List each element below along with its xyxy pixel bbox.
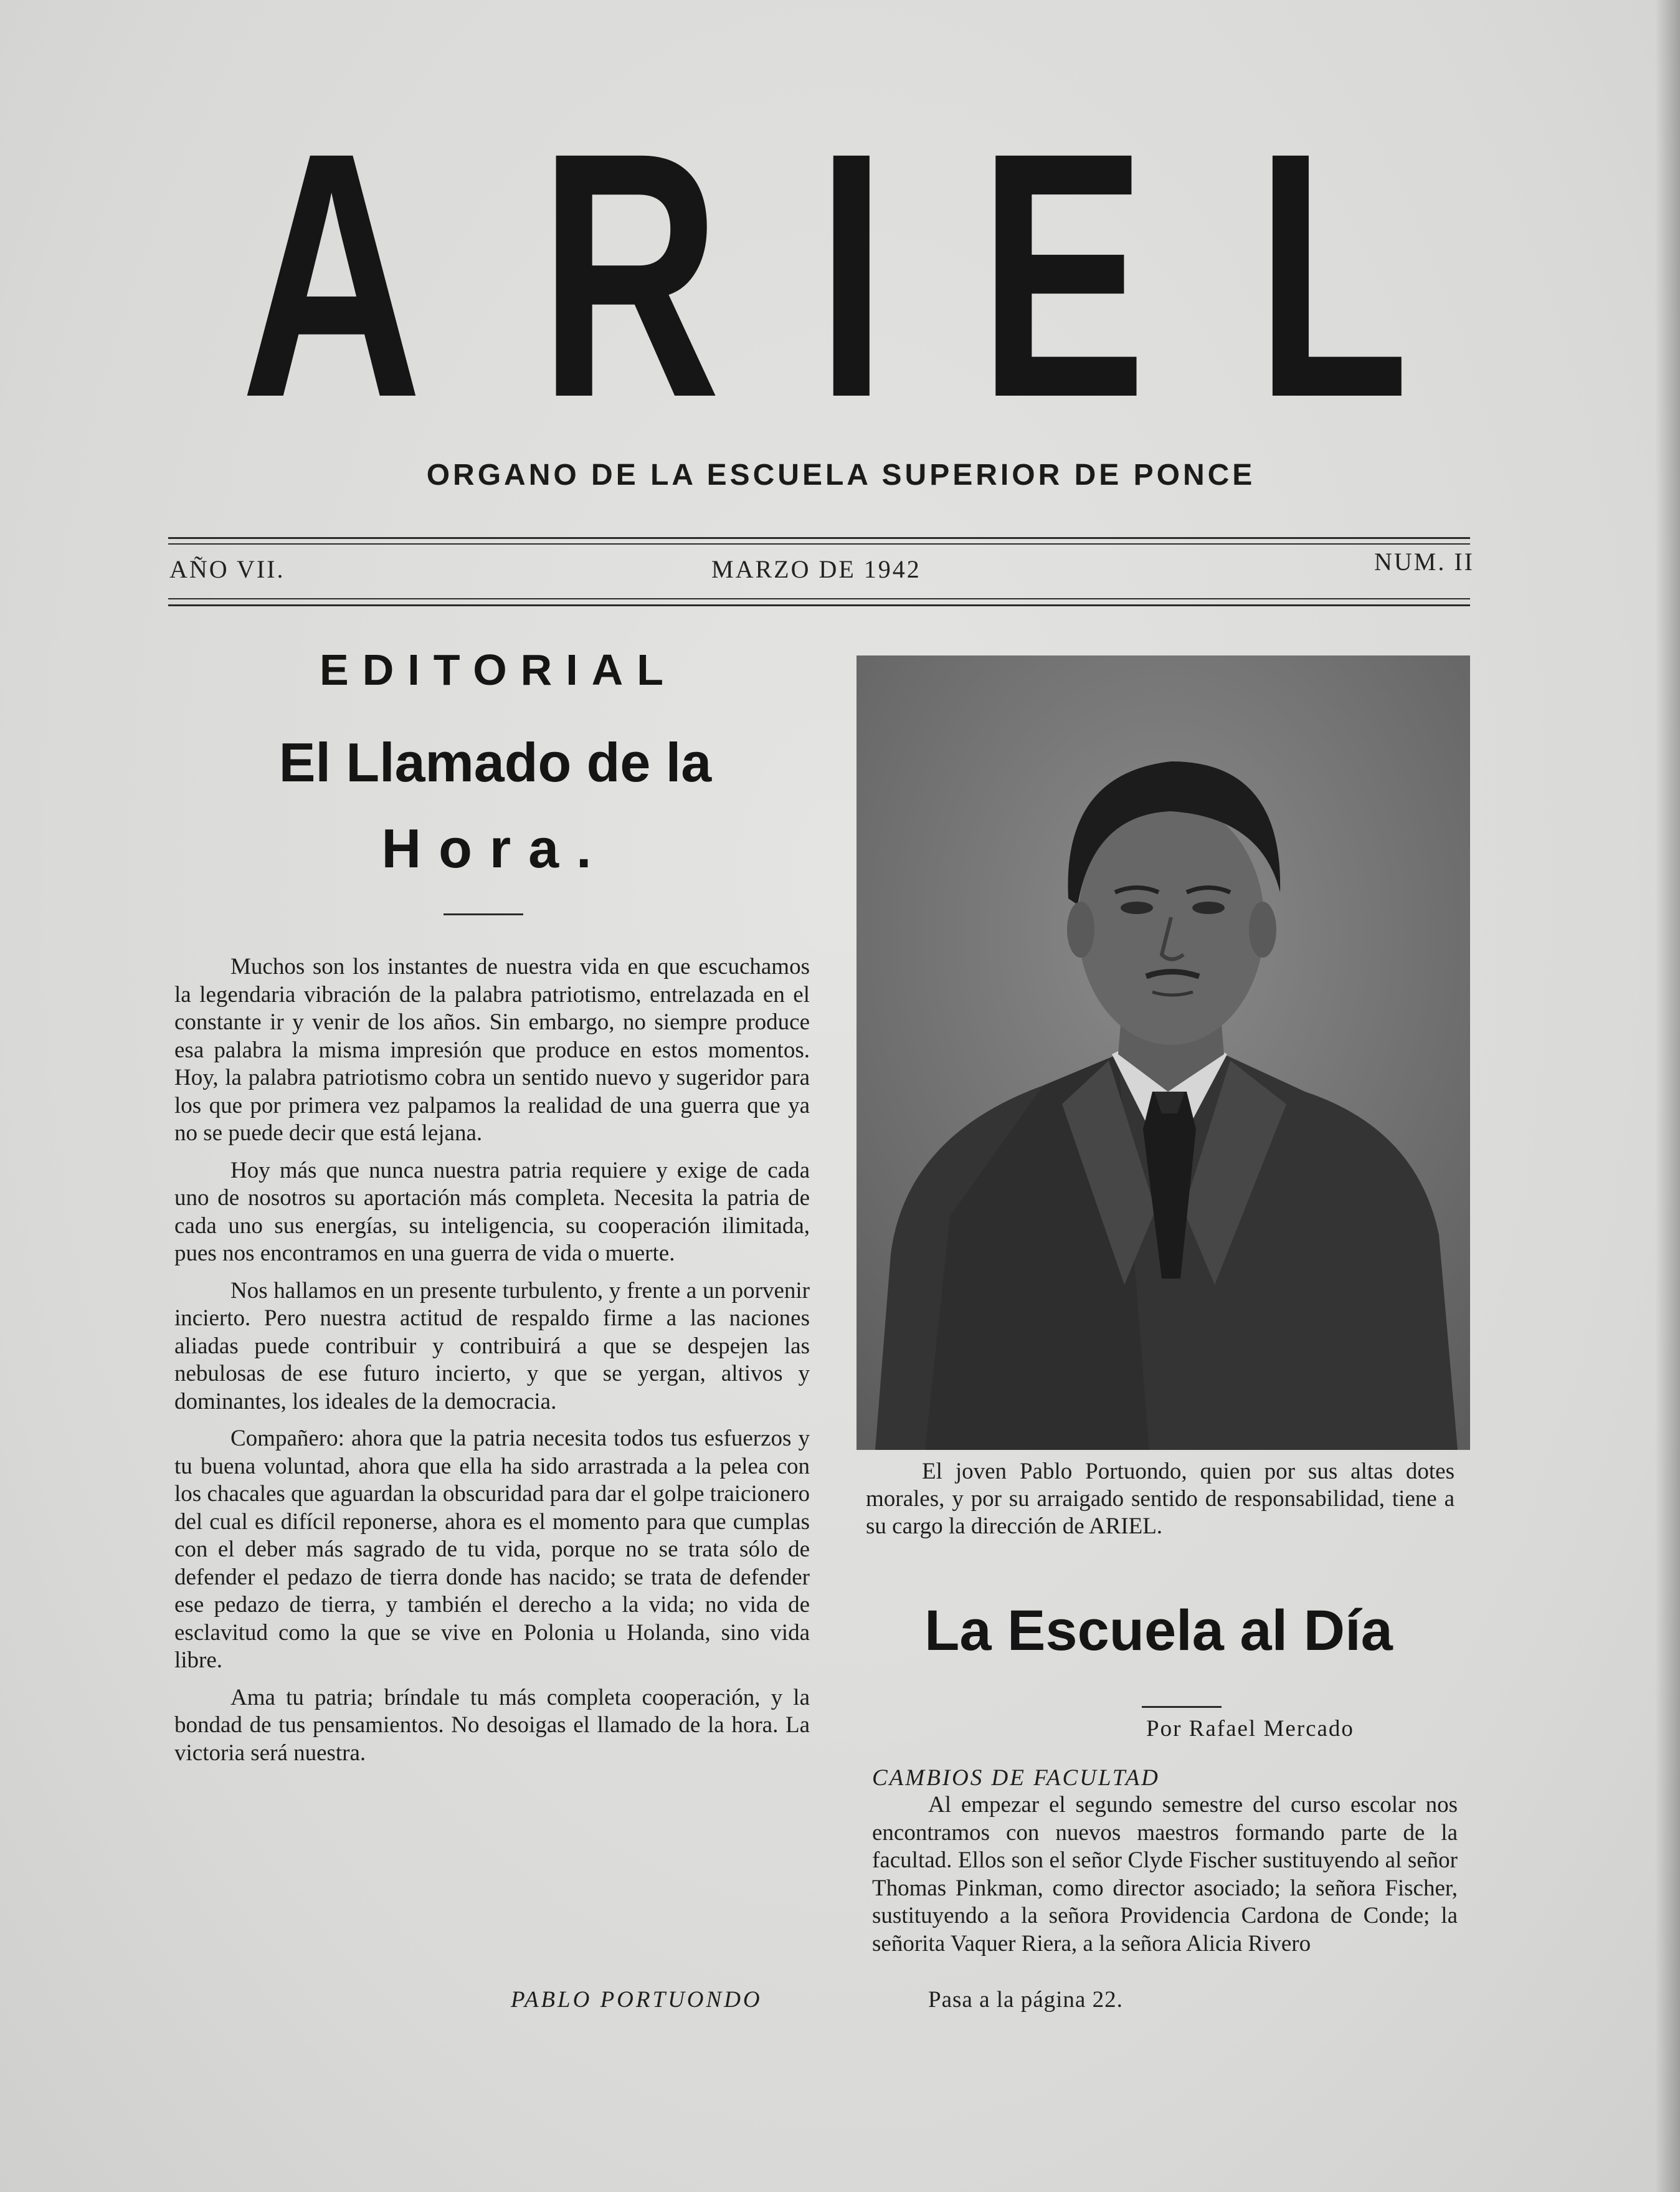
masthead-letter: R xyxy=(539,80,721,470)
school-news-subheading: CAMBIOS DE FACULTAD xyxy=(872,1765,1160,1791)
school-news-byline: Por Rafael Mercado xyxy=(1146,1716,1354,1742)
school-news-divider xyxy=(1142,1706,1222,1708)
editorial-paragraph: Muchos son los instantes de nuestra vida en que escuchamos la legendaria vibración de la palabra patriotismo, entrelazada en el constante ir y venir de los años. Sin embargo, no siempre produce esa palabra la misma impresión que produce en estos momentos. Hoy, la palabra patriotismo cobra un sentido nuevo y sugeridor para los que por primera vez palpamos la realidad de una guerra que ya no se puede decir que está lejana. xyxy=(174,954,810,1146)
header-rule-bottom-thin xyxy=(168,598,1470,599)
editorial-title xyxy=(181,720,810,892)
editorial-body xyxy=(174,953,810,1776)
masthead-letter: A xyxy=(240,80,422,470)
editorial-title-line2: Hora. xyxy=(381,817,609,879)
masthead-letter: L xyxy=(1255,80,1410,470)
portrait-photo xyxy=(857,655,1470,1450)
masthead xyxy=(206,80,1439,470)
continued-note: Pasa a la página 22. xyxy=(928,1987,1123,2013)
page-edge-shadow xyxy=(1655,0,1680,2192)
editorial-paragraph: Ama tu patria; bríndale tu más completa cooperación, y la bondad de tus pensamientos. No desoigas el llamado de la hora. La victoria será nuestra. xyxy=(174,1684,810,1766)
editorial-divider xyxy=(444,913,523,915)
issue-date: MARZO DE 1942 xyxy=(711,555,921,583)
portrait-illustration xyxy=(857,655,1470,1450)
header-rule-top xyxy=(168,537,1470,539)
issue-year: AÑO VII. xyxy=(169,555,285,583)
editorial-paragraph: Compañero: ahora que la patria necesita todos tus esfuerzos y tu buena voluntad, ahora que ella ha sido arrastrada a la pelea con los chacales que aguardan la obscuridad para dar el golpe traicionero del cual es difícil reponerse, ahora es el momento para que cumplas con el deber más sagrado de tu vida, porque no se trata sólo de defender el pedazo de tierra donde has nacido; se trata de defender ese pedazo de tierra, y también el derecho a la vida; no vida de esclavitud como la que se vive en Polonia u Holanda, sino vida libre. xyxy=(174,1426,810,1673)
issue-number: NUM. II xyxy=(1374,548,1474,576)
photo-caption: El joven Pablo Portuondo, quien por sus altas dotes morales, y por su arraigado sentido de responsabilidad, tiene a su cargo la dirección de ARIEL. xyxy=(866,1459,1455,1539)
editorial-kicker: EDITORIAL xyxy=(320,646,677,694)
editorial-signature: PABLO PORTUONDO xyxy=(511,1987,762,2013)
editorial-paragraph: Nos hallamos en un presente turbulento, y frente a un porvenir incierto. Pero nuestra actitud de respaldo firme a las naciones aliadas puede contribuir y contribuirá a que se despejen las nebulosas de ese futuro incierto, y que se yergan, altivos y dominantes, los ideales de la democracia. xyxy=(174,1277,810,1414)
editorial-title-line1: El Llamado de la xyxy=(278,731,712,793)
header-rule-top-thin xyxy=(168,543,1470,545)
publication-subtitle: ORGANO DE LA ESCUELA SUPERIOR DE PONCE xyxy=(426,459,1256,492)
school-news-body: Al empezar el segundo semestre del curso escolar nos encontramos con nuevos maestros formando parte de la facultad. Ellos son el señor Clyde Fischer sustituyendo al señor Thomas Pinkman, como director asociado; la señora Fischer, sustituyendo a la señora Providencia Cardona de Conde; la señorita Vaquer Riera, a la señora Alicia Rivero xyxy=(872,1792,1458,1956)
header-rule-bottom xyxy=(168,604,1470,606)
editorial-paragraph: Hoy más que nunca nuestra patria requiere y exige de cada uno de nosotros su aportación más completa. Necesita la patria de cada uno sus energías, su inteligencia, su cooperación ilimitada, pues nos encontramos en una guerra de vida o muerte. xyxy=(174,1157,810,1266)
masthead-letter: E xyxy=(979,80,1147,470)
school-news-title: La Escuela al Día xyxy=(924,1599,1393,1662)
masthead-letter: I xyxy=(816,80,886,470)
